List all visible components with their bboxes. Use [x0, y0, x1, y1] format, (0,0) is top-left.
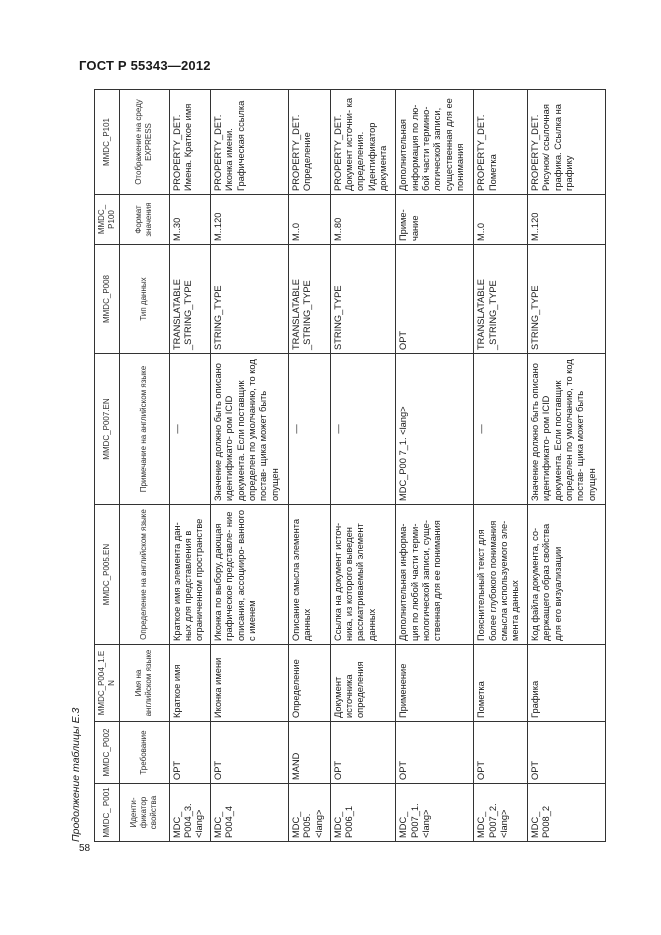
table-cell: OPT [528, 722, 606, 784]
rotated-table-container [94, 90, 606, 842]
table-cell: Определение [289, 645, 331, 722]
dash-value: — [291, 424, 302, 434]
table-row [396, 90, 474, 842]
header-cell: Имя на английском языке [119, 645, 169, 722]
table-cell: PROPERTY_DET. Имена. Краткое имя [169, 90, 211, 195]
table-row [528, 90, 606, 842]
code-cell: MMDC_ P001 [95, 784, 120, 842]
header-cell: Определение на английском языке [119, 505, 169, 645]
table-cell: Краткое имя [169, 645, 211, 722]
table-cell: STRING_TYPE [528, 245, 606, 354]
table-row [211, 90, 289, 842]
table-cell [474, 354, 528, 505]
table-cell: M..0 [474, 195, 528, 245]
table-cell: PROPERTY_DET. Документ источни- ка определения. Идентификатор документа [330, 90, 396, 195]
table-caption: Продолжение таблицы Е.3 [70, 707, 82, 842]
header-cell: Тип данных [119, 245, 169, 354]
page-number: 58 [79, 843, 91, 854]
table-cell: OPT [474, 722, 528, 784]
table-cell: Иконка имени [211, 645, 289, 722]
table-cell: Иконка по выбору, дающая графическое представле- ние описания, ассоцииро- ванного с именем [211, 505, 289, 645]
table-cell: Дополнительная информа- ция по любой части терми- нологической записи, суще- ственная для ее понимания [396, 505, 474, 645]
table-cell [169, 354, 211, 505]
table-cell: TRANSLATABLE _STRING_TYPE [289, 245, 331, 354]
table-cell: Документ источника определения [330, 645, 396, 722]
table-cell: Краткое имя элемента дан- ных для представления в ограниченном пространстве [169, 505, 211, 645]
header-cell: Примечание на английском языке [119, 354, 169, 505]
table-cell [289, 354, 331, 505]
table-cell: Код файла документа, со- держащего образ свойства для его визуализации [528, 505, 606, 645]
table-cell: MDC_ P007_2. <lang> [474, 784, 528, 842]
code-cell: MMDC_P007.EN [95, 354, 120, 505]
table-cell: Приме- чание [396, 195, 474, 245]
table-cell: OPT [396, 722, 474, 784]
table-cell: PROPERTY_DET. Пометка [474, 90, 528, 195]
table-cell: MDC_P00 7_1. <lang> [396, 354, 474, 505]
dash-value: — [332, 424, 343, 434]
table-cell: M..80 [330, 195, 396, 245]
table-cell: Дополнительная информация по лю- бой части термино- логической записи, существенная для ее понимания [396, 90, 474, 195]
table-cell: Значение должно быть описано идентификато- ром ICID документа. Если поставщик определен по умолчанию, то код постав- щика может быть опущен [528, 354, 606, 505]
table-cell: Применение [396, 645, 474, 722]
table-cell: MDC_ P005. <lang> [289, 784, 331, 842]
document-header: ГОСТ Р 55343—2012 [79, 58, 211, 73]
table-cell: Ссылка на документ источ- ника, из которого выведен рассматриваемый элемент данных [330, 505, 396, 645]
table-cell: Значение должно быть описано идентификато- ром ICID документа. Если поставщик определен по умолчанию, то код постав- щика может быть опущен [211, 354, 289, 505]
table-cell: STRING_TYPE [330, 245, 396, 354]
table-cell: TRANSLATABLE _STRING_TYPE [169, 245, 211, 354]
code-row [95, 90, 120, 842]
table-cell: PROPERTY_DET. Иконка имени. Графическая ссылка [211, 90, 289, 195]
table-cell: M..30 [169, 195, 211, 245]
header-cell: Отображение на среду EXPRESS [119, 90, 169, 195]
code-cell: MMDC_P101 [95, 90, 120, 195]
header-row [119, 90, 169, 842]
table-cell: STRING_TYPE [211, 245, 289, 354]
table-cell: M..120 [211, 195, 289, 245]
table-cell: MDC_ P007_1. <lang> [396, 784, 474, 842]
header-cell: Требование [119, 722, 169, 784]
table-cell: MDC_ P004_4 [211, 784, 289, 842]
table-cell: Описание смысла элемента данных [289, 505, 331, 645]
table-cell: OPT [211, 722, 289, 784]
code-cell: MMDC_P005.EN [95, 505, 120, 645]
code-cell: MMDC_P004_1.EN [95, 645, 120, 722]
table-cell: OPT [396, 245, 474, 354]
header-cell: Формат значения [119, 195, 169, 245]
table-cell: Графика [528, 645, 606, 722]
table-cell: MDC_ P006_1 [330, 784, 396, 842]
table-cell: PROPERTY_DET. Рисунок/ ссылочная графика. Ссылка на графику [528, 90, 606, 195]
property-table [94, 89, 606, 842]
table-cell: Пометка [474, 645, 528, 722]
code-cell: MMDC_P002 [95, 722, 120, 784]
header-cell: Иденти- фикатор свойства [119, 784, 169, 842]
table-cell: MDC_ P008_2 [528, 784, 606, 842]
table-cell: PROPERTY_DET. Определение [289, 90, 331, 195]
table-cell: TRANSLATABLE _STRING_TYPE [474, 245, 528, 354]
table-row [330, 90, 396, 842]
table-cell: OPT [330, 722, 396, 784]
table-cell: M..120 [528, 195, 606, 245]
dash-value: — [476, 424, 487, 434]
dash-value: — [171, 424, 182, 434]
table-cell: MDC_ P004_3. <lang> [169, 784, 211, 842]
table-cell: M..0 [289, 195, 331, 245]
table-cell: MAND [289, 722, 331, 784]
table-row [474, 90, 528, 842]
code-cell: MMDC_P008 [95, 245, 120, 354]
code-cell: MMDC_ P100 [95, 195, 120, 245]
table-row [169, 90, 211, 842]
table-row [289, 90, 331, 842]
table-cell [330, 354, 396, 505]
table-cell: OPT [169, 722, 211, 784]
table-cell: Пояснительный текст для более глубокого понимания смысла используемого эле- мента данных [474, 505, 528, 645]
